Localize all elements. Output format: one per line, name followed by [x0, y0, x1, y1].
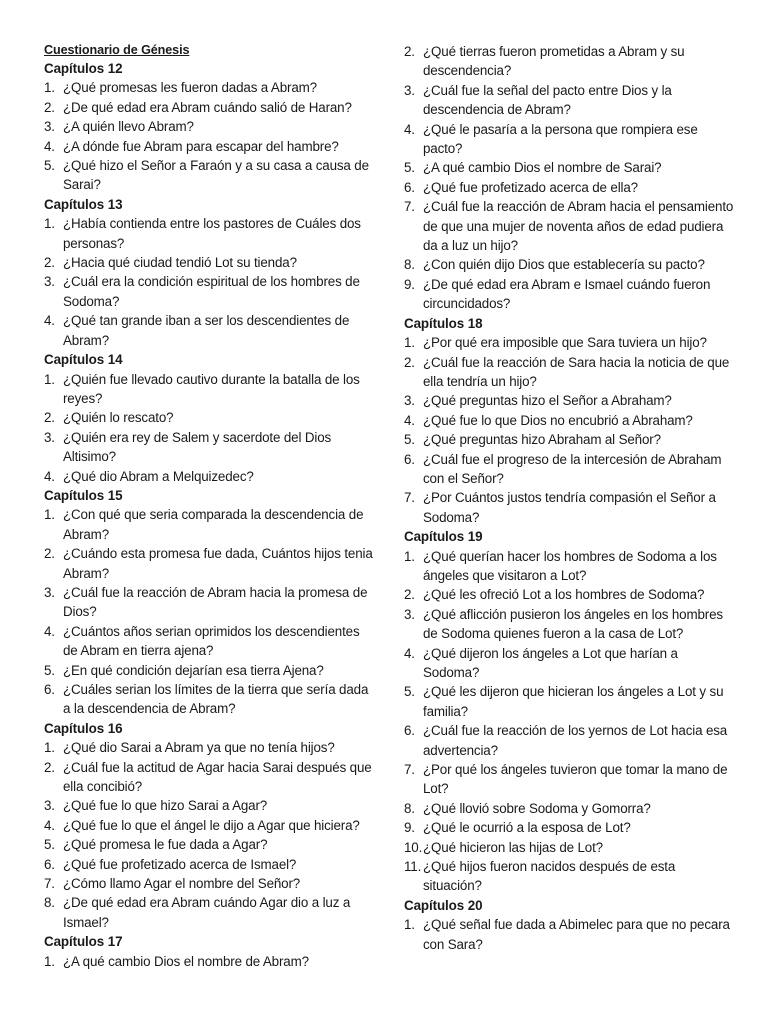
question-text: ¿Cuál fue la reacción de Sara hacia la noticia de que ella tendría un hijo?	[423, 354, 730, 389]
question-text: ¿Cuál fue la señal del pacto entre Dios y la descendencia de Abram?	[423, 82, 672, 118]
question-item	[404, 42, 734, 81]
question-number: 4.	[44, 623, 55, 639]
question-number: 2.	[44, 99, 55, 115]
question-item	[44, 835, 374, 854]
chapter-heading: Capítulos 17	[44, 934, 123, 950]
question-item	[404, 430, 734, 449]
question-item	[404, 682, 734, 721]
question-number: 7.	[404, 199, 415, 215]
chapter-heading: Capítulos 13	[44, 196, 123, 212]
question-item	[404, 857, 734, 896]
question-item	[404, 178, 734, 197]
question-text: ¿Qué hijos fueron nacidos después de esta situación?	[423, 859, 676, 894]
question-item	[404, 120, 734, 159]
question-number: 3.	[44, 429, 55, 445]
question-item	[44, 952, 374, 971]
question-item	[44, 583, 374, 622]
question-number: 3.	[44, 584, 55, 600]
question-item	[44, 78, 374, 97]
question-number: 4.	[44, 138, 55, 154]
left-column-sections	[44, 59, 374, 971]
question-text: ¿Qué le pasaría a la persona que rompiera ese pacto?	[423, 121, 698, 157]
question-number: 9.	[404, 276, 415, 292]
chapter-heading: Capítulos 14	[44, 352, 123, 368]
question-text: ¿Qué promesa le fue dada a Agar?	[63, 837, 268, 853]
question-number: 5.	[404, 684, 415, 700]
question-text: ¿De qué edad era Abram cuándo salió de Haran?	[63, 99, 352, 115]
question-number: 10.	[404, 839, 423, 855]
question-item	[44, 98, 374, 117]
question-number: 8.	[404, 800, 415, 816]
chapter-heading: Capítulos 20	[404, 897, 483, 913]
question-item	[44, 680, 374, 719]
question-number: 1.	[404, 335, 415, 351]
question-text: ¿En qué condición dejarían esa tierra Ajena?	[63, 662, 324, 678]
question-text: ¿Por qué era imposible que Sara tuviera un hijo?	[423, 335, 707, 351]
question-item	[404, 275, 734, 314]
question-text: ¿Qué fue lo que el ángel le dijo a Agar que hiciera?	[63, 817, 360, 833]
question-text: ¿Qué dio Sarai a Abram ya que no tenía hijos?	[63, 740, 335, 756]
question-item	[44, 253, 374, 272]
question-text: ¿Cuántos años serian oprimidos los descendientes de Abram en tierra ajena?	[63, 623, 360, 659]
question-text: ¿Cuál fue el progreso de la intercesión de Abraham con el Señor?	[423, 451, 722, 486]
question-number: 1.	[44, 953, 55, 969]
question-text: ¿Quién lo rescato?	[63, 410, 174, 426]
question-item	[404, 158, 734, 177]
left-column	[44, 42, 374, 971]
question-number: 3.	[44, 798, 55, 814]
question-number: 11.	[404, 859, 422, 875]
question-text: ¿Qué les dijeron que hicieran los ángeles a Lot y su familia?	[423, 684, 724, 719]
question-item	[44, 137, 374, 156]
question-text: ¿Cuándo esta promesa fue dada, Cuántos hijos tenia Abram?	[63, 546, 373, 581]
question-text: ¿Qué les ofreció Lot a los hombres de Sodoma?	[423, 587, 705, 603]
chapter-heading: Capítulos 12	[44, 61, 123, 76]
question-text: ¿Qué fue profetizado acerca de ella?	[423, 179, 638, 195]
question-text: ¿Qué hizo el Señor a Faraón y a su casa a causa de Sarai?	[63, 158, 369, 193]
question-text: ¿Qué le ocurrió a la esposa de Lot?	[423, 820, 631, 836]
question-text: ¿Por qué los ángeles tuvieron que tomar la mano de Lot?	[423, 762, 728, 797]
question-number: 5.	[404, 432, 415, 448]
question-number: 9.	[404, 820, 415, 836]
question-text: ¿Qué fue profetizado acerca de Ismael?	[63, 856, 297, 872]
question-number: 2.	[44, 410, 55, 426]
question-item	[404, 255, 734, 274]
question-text: ¿Quién fue llevado cautivo durante la batalla de los reyes?	[63, 371, 360, 406]
question-text: ¿Qué querían hacer los hombres de Sodoma a los ángeles que visitaron a Lot?	[423, 548, 717, 583]
question-number: 3.	[404, 82, 415, 98]
question-number: 4.	[404, 412, 415, 428]
question-text: ¿A qué cambio Dios el nombre de Abram?	[63, 953, 309, 969]
question-item	[44, 505, 374, 544]
question-number: 1.	[44, 80, 55, 96]
question-text: ¿Cuál fue la actitud de Agar hacia Sarai después que ella concibió?	[63, 759, 372, 795]
question-item	[44, 428, 374, 467]
question-item	[44, 893, 374, 932]
question-number: 2.	[404, 354, 415, 370]
question-item	[404, 760, 734, 799]
right-column-sections	[404, 42, 734, 954]
question-text: ¿De qué edad era Abram e Ismael cuándo fueron circuncidados?	[423, 276, 711, 312]
document-title: Cuestionario de Génesis	[44, 43, 190, 57]
question-item	[404, 915, 734, 954]
question-text: ¿Cuál fue la reacción de Abram hacia la promesa de Dios?	[63, 584, 368, 620]
question-text: ¿A dónde fue Abram para escapar del hambre?	[63, 138, 339, 154]
question-text: ¿Qué fue lo que Dios no encubrió a Abraham?	[423, 412, 693, 428]
question-number: 5.	[44, 158, 55, 174]
question-number: 2.	[404, 44, 415, 59]
chapter-heading: Capítulos 15	[44, 487, 123, 503]
question-item	[404, 605, 734, 644]
question-number: 2.	[404, 587, 415, 603]
question-text: ¿Qué señal fue dada a Abimelec para que no pecara con Sara?	[423, 917, 730, 952]
question-text: ¿Cómo llamo Agar el nombre del Señor?	[63, 876, 301, 892]
question-item	[44, 796, 374, 815]
question-item	[404, 721, 734, 760]
question-item	[404, 353, 734, 392]
question-item	[404, 333, 734, 352]
question-number: 3.	[404, 606, 415, 622]
question-item	[404, 450, 734, 489]
question-item	[44, 544, 374, 583]
question-text: ¿Qué llovió sobre Sodoma y Gomorra?	[423, 800, 651, 816]
question-number: 6.	[44, 682, 55, 697]
question-item	[44, 758, 374, 797]
question-number: 8.	[44, 895, 55, 911]
question-text: ¿Qué preguntas hizo Abraham al Señor?	[423, 432, 661, 448]
question-item	[404, 547, 734, 586]
question-number: 4.	[44, 313, 55, 329]
question-item	[404, 488, 734, 527]
question-number: 4.	[404, 121, 415, 137]
question-item	[44, 117, 374, 136]
question-number: 6.	[404, 451, 415, 467]
question-text: ¿Qué promesas les fueron dadas a Abram?	[63, 80, 317, 96]
question-number: 4.	[44, 468, 55, 484]
question-item	[404, 799, 734, 818]
question-item	[44, 156, 374, 195]
question-text: ¿Había contienda entre los pastores de Cuáles dos personas?	[63, 216, 361, 251]
question-item	[404, 197, 734, 255]
right-column	[404, 42, 734, 954]
question-text: ¿Qué dio Abram a Melquizedec?	[63, 468, 254, 484]
question-text: ¿Qué dijeron los ángeles a Lot que harían a Sodoma?	[423, 645, 678, 680]
question-item	[404, 818, 734, 837]
question-text: ¿Quién era rey de Salem y sacerdote del Dios Altisimo?	[63, 429, 332, 465]
question-number: 4.	[44, 817, 55, 833]
question-item	[404, 838, 734, 857]
question-text: ¿Hacia qué ciudad tendió Lot su tienda?	[63, 255, 297, 271]
question-text: ¿Cuál fue la reacción de Abram hacia el pensamiento de que una mujer de noventa años de edad pudiera da a luz un hijo?	[423, 199, 734, 254]
two-column-layout	[44, 42, 734, 971]
question-item	[44, 738, 374, 757]
question-number: 1.	[404, 917, 415, 933]
question-number: 2.	[44, 759, 55, 775]
question-item	[44, 816, 374, 835]
question-item	[404, 391, 734, 410]
question-item	[44, 661, 374, 680]
question-item	[44, 855, 374, 874]
chapter-heading: Capítulos 19	[404, 529, 483, 545]
question-number: 2.	[44, 255, 55, 271]
question-text: ¿Cuál era la condición espiritual de los hombres de Sodoma?	[63, 274, 360, 309]
question-text: ¿A quién llevo Abram?	[63, 119, 194, 135]
question-number: 1.	[404, 548, 415, 564]
question-item	[44, 467, 374, 486]
question-text: ¿Con quién dijo Dios que establecería su pacto?	[423, 257, 705, 273]
question-number: 3.	[44, 274, 55, 290]
question-number: 8.	[404, 257, 415, 273]
question-number: 6.	[404, 723, 415, 739]
question-item	[404, 411, 734, 430]
question-text: ¿Qué tierras fueron prometidas a Abram y su descendencia?	[423, 44, 685, 79]
question-item	[44, 408, 374, 427]
question-number: 7.	[404, 762, 415, 778]
question-number: 7.	[404, 490, 415, 506]
chapter-heading: Capítulos 18	[404, 315, 483, 331]
question-item	[404, 81, 734, 120]
question-text: ¿Cuál fue la reacción de los yernos de Lot hacia esa advertencia?	[423, 723, 728, 758]
question-text: ¿Qué hicieron las hijas de Lot?	[423, 839, 603, 855]
question-number: 1.	[44, 740, 55, 756]
question-text: ¿Por Cuántos justos tendría compasión el Señor a Sodoma?	[423, 490, 716, 525]
question-number: 4.	[404, 645, 415, 661]
question-text: ¿Con qué que seria comparada la descendencia de Abram?	[63, 507, 364, 542]
question-number: 5.	[404, 160, 415, 176]
question-item	[404, 585, 734, 604]
question-text: ¿A qué cambio Dios el nombre de Sarai?	[423, 160, 662, 176]
question-number: 1.	[44, 371, 55, 387]
question-text: ¿Qué preguntas hizo el Señor a Abraham?	[423, 393, 672, 409]
question-text: ¿Qué fue lo que hizo Sarai a Agar?	[63, 798, 268, 814]
question-number: 2.	[44, 546, 55, 562]
question-item	[44, 622, 374, 661]
question-item	[44, 370, 374, 409]
question-item	[44, 214, 374, 253]
question-item	[404, 644, 734, 683]
question-item	[44, 874, 374, 893]
question-number: 5.	[44, 837, 55, 853]
question-text: ¿Qué tan grande iban a ser los descendientes de Abram?	[63, 313, 350, 348]
question-number: 6.	[404, 179, 415, 195]
question-number: 1.	[44, 507, 55, 523]
question-text: ¿Cuáles serian los límites de la tierra que sería dada a la descendencia de Abram?	[63, 682, 369, 717]
question-number: 3.	[44, 119, 55, 135]
question-item	[44, 311, 374, 350]
question-number: 3.	[404, 393, 415, 409]
question-number: 5.	[44, 662, 55, 678]
question-text: ¿De qué edad era Abram cuándo Agar dio a luz a Ismael?	[63, 895, 351, 930]
question-text: ¿Qué aflicción pusieron los ángeles en los hombres de Sodoma quienes fueron a la casa de Lot?	[423, 606, 723, 642]
question-item	[44, 272, 374, 311]
chapter-heading: Capítulos 16	[44, 720, 123, 736]
question-number: 1.	[44, 216, 55, 232]
question-number: 7.	[44, 876, 55, 892]
question-number: 6.	[44, 856, 55, 872]
